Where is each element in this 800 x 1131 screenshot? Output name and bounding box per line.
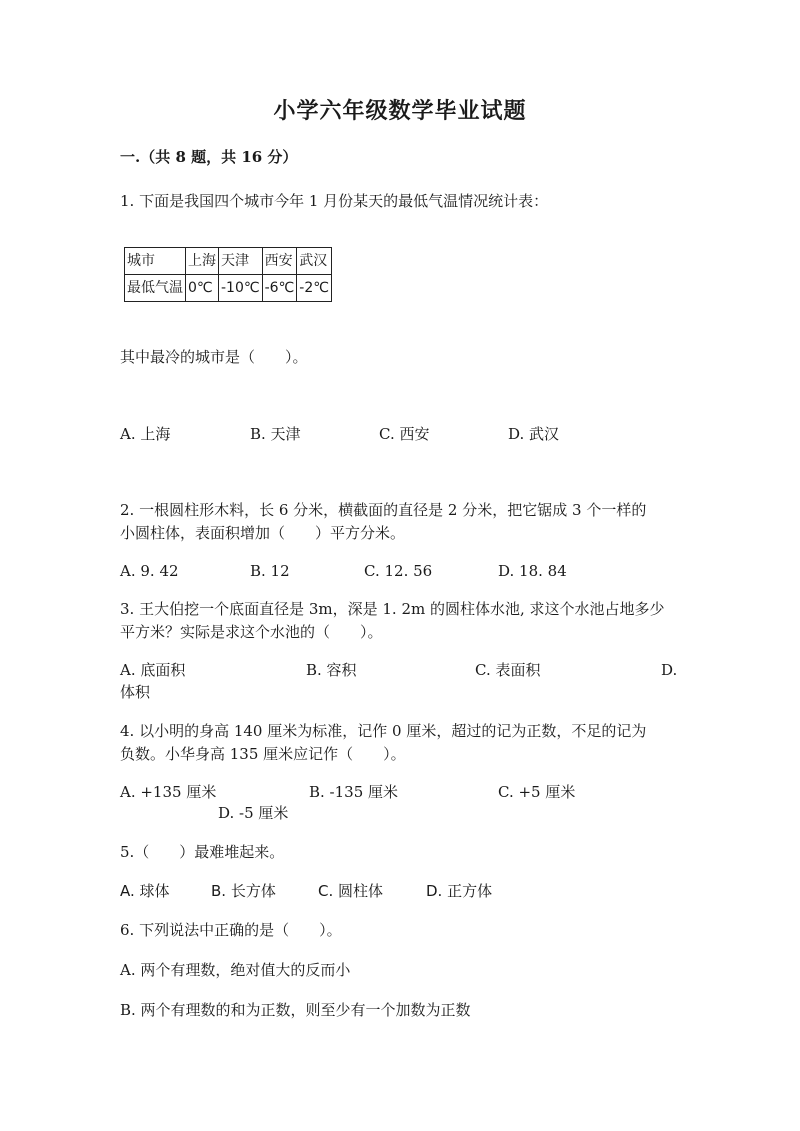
table-cell: 武汉	[297, 248, 332, 275]
question-3-option-d[interactable]: D.	[661, 661, 678, 679]
table-cell: 城市	[125, 248, 186, 275]
question-1-option-c[interactable]: C. 西安	[379, 425, 430, 443]
question-4-option-c[interactable]: C. +5 厘米	[498, 783, 576, 801]
table-cell: -2℃	[297, 275, 332, 302]
question-1-prompt: 其中最冷的城市是（ ）。	[120, 348, 308, 366]
question-3-option-d-text[interactable]: 体积	[120, 683, 151, 701]
question-6-text: 6. 下列说法中正确的是（ ）。	[120, 921, 342, 939]
question-3-option-b[interactable]: B. 容积	[306, 661, 357, 679]
question-3-option-c[interactable]: C. 表面积	[475, 661, 541, 679]
question-5-text: 5.（ ）最难堆起来。	[120, 843, 285, 861]
question-3-option-a[interactable]: A. 底面积	[120, 661, 186, 679]
table-cell: 西安	[262, 248, 297, 275]
question-2-option-a[interactable]: A. 9. 42	[120, 562, 179, 580]
page-title: 小学六年级数学毕业试题	[273, 98, 527, 124]
question-2-text-line-1: 2. 一根圆柱形木料，长 6 分米，横截面的直径是 2 分米，把它锯成 3 个一样的	[120, 501, 647, 519]
question-2-option-b[interactable]: B. 12	[250, 562, 290, 580]
table-cell: -6℃	[262, 275, 297, 302]
question-5-option-b[interactable]: B. 长方体	[211, 882, 276, 900]
question-2-option-c[interactable]: C. 12. 56	[364, 562, 433, 580]
question-4-option-b[interactable]: B. -135 厘米	[309, 783, 399, 801]
section-heading: 一.（共 8 题，共 16 分）	[120, 148, 298, 166]
question-5-option-d[interactable]: D. 正方体	[426, 882, 493, 900]
table-cell: 0℃	[186, 275, 219, 302]
question-1-option-a[interactable]: A. 上海	[120, 425, 171, 443]
question-2-option-d[interactable]: D. 18. 84	[498, 562, 567, 580]
question-1-option-b[interactable]: B. 天津	[250, 425, 301, 443]
question-5-option-a[interactable]: A. 球体	[120, 882, 170, 900]
question-4-text-line-1: 4. 以小明的身高 140 厘米为标准，记作 0 厘米，超过的记为正数，不足的记为	[120, 722, 647, 740]
question-6-option-a[interactable]: A. 两个有理数，绝对值大的反而小	[120, 961, 351, 979]
question-3-text-line-2: 平方米？实际是求这个水池的（ ）。	[120, 623, 383, 641]
question-4-text-line-2: 负数。小华身高 135 厘米应记作（ ）。	[120, 745, 406, 763]
question-4-option-a[interactable]: A. +135 厘米	[120, 783, 217, 801]
table-cell: 最低气温	[125, 275, 186, 302]
table-row	[125, 275, 332, 302]
table-cell: -10℃	[219, 275, 263, 302]
question-2-text-line-2: 小圆柱体，表面积增加（ ）平方分米。	[120, 524, 406, 542]
table-cell: 天津	[219, 248, 263, 275]
temperature-table	[124, 247, 332, 302]
question-6-option-b[interactable]: B. 两个有理数的和为正数，则至少有一个加数为正数	[120, 1001, 471, 1019]
question-5-option-c[interactable]: C. 圆柱体	[318, 882, 384, 900]
table-cell: 上海	[186, 248, 219, 275]
table-row	[125, 248, 332, 275]
question-3-text-line-1: 3. 王大伯挖一个底面直径是 3m，深是 1. 2m 的圆柱体水池, 求这个水池占地多少	[120, 600, 665, 618]
question-1-text: 1. 下面是我国四个城市今年 1 月份某天的最低气温情况统计表：	[120, 192, 549, 210]
question-1-option-d[interactable]: D. 武汉	[508, 425, 560, 443]
question-4-option-d[interactable]: D. -5 厘米	[218, 804, 289, 822]
